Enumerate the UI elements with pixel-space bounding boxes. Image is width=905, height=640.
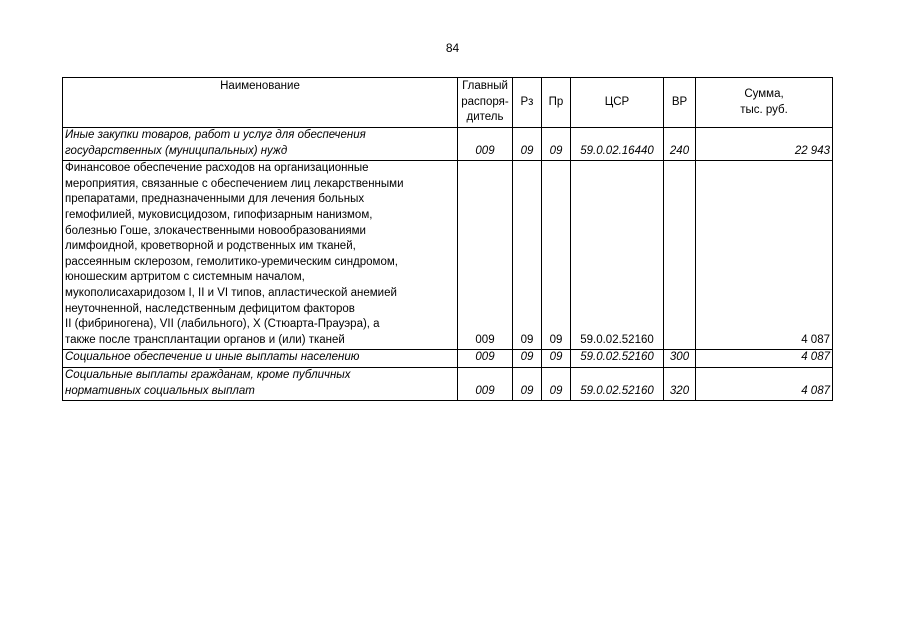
cell-csr: 59.0.02.52160 <box>571 350 664 368</box>
cell-name-line: гемофилией, муковисцидозом, гипофизарным нанизмом, <box>65 208 373 221</box>
cell-name-line: мукополисахаридозом I, II и VI типов, апластической анемией <box>65 286 397 299</box>
table-row <box>63 350 833 368</box>
cell-rz: 09 <box>513 128 542 161</box>
cell-vr <box>664 161 696 350</box>
cell-name-line: Социальные выплаты гражданам, кроме публичных <box>65 368 351 381</box>
header-vr: ВР <box>664 78 696 128</box>
cell-name-line: неуточненной, наследственным дефицитом факторов <box>65 302 355 315</box>
cell-name-line: лимфоидной, кроветворной и родственных им тканей, <box>65 240 356 253</box>
table-row <box>63 128 833 161</box>
cell-sum: 4 087 <box>696 161 833 350</box>
header-sum-line: тыс. руб. <box>740 103 788 116</box>
cell-name-line: болезнью Гоше, злокачественными новообразованиями <box>65 224 366 237</box>
table-row <box>63 367 833 400</box>
cell-rz: 09 <box>513 350 542 368</box>
cell-name <box>63 367 458 400</box>
cell-pr: 09 <box>542 350 571 368</box>
cell-name <box>63 128 458 161</box>
cell-vr: 300 <box>664 350 696 368</box>
header-sum-line: Сумма, <box>744 87 784 100</box>
cell-pr: 09 <box>542 161 571 350</box>
cell-name <box>63 161 458 350</box>
header-name: Наименование <box>63 78 458 128</box>
cell-rz: 09 <box>513 161 542 350</box>
header-rz: Рз <box>513 78 542 128</box>
header-pr: Пр <box>542 78 571 128</box>
cell-main-manager: 009 <box>458 161 513 350</box>
cell-name-line: Иные закупки товаров, работ и услуг для обеспечения <box>65 129 366 141</box>
budget-table <box>62 77 833 401</box>
cell-name-line: нормативных социальных выплат <box>65 384 255 397</box>
cell-name-line: также после трансплантации органов и (или) тканей <box>65 333 345 346</box>
cell-name-line: государственных (муниципальных) нужд <box>65 144 288 157</box>
cell-csr: 59.0.02.16440 <box>571 128 664 161</box>
cell-main-manager: 009 <box>458 350 513 368</box>
cell-sum: 22 943 <box>696 128 833 161</box>
cell-sum: 4 087 <box>696 367 833 400</box>
header-csr: ЦСР <box>571 78 664 128</box>
header-gr-line: дитель <box>466 111 504 124</box>
cell-pr: 09 <box>542 367 571 400</box>
cell-vr: 320 <box>664 367 696 400</box>
cell-csr: 59.0.02.52160 <box>571 161 664 350</box>
cell-csr: 59.0.02.52160 <box>571 367 664 400</box>
cell-main-manager: 009 <box>458 367 513 400</box>
cell-name-line: препаратами, предназначенными для лечения больных <box>65 193 365 206</box>
cell-name-line: II (фибриногена), VII (лабильного), X (Стюарта-Прауэра), а <box>65 318 380 331</box>
cell-pr: 09 <box>542 128 571 161</box>
cell-name-line: Финансовое обеспечение расходов на организационные <box>65 162 369 175</box>
cell-name-line: юношеским артритом с системным началом, <box>65 271 305 284</box>
cell-name <box>63 350 458 368</box>
cell-name-line: рассеянным склерозом, гемолитико-уремическим синдромом, <box>65 255 398 268</box>
table-header-row <box>63 78 833 128</box>
header-gr-line: Главный <box>462 80 508 93</box>
cell-sum: 4 087 <box>696 350 833 368</box>
header-main-manager <box>458 78 513 128</box>
page-number: 84 <box>445 41 460 55</box>
cell-name-line: мероприятия, связанные с обеспечением лиц лекарственными <box>65 177 404 190</box>
cell-name-line: Социальное обеспечение и иные выплаты населению <box>65 351 360 364</box>
cell-rz: 09 <box>513 367 542 400</box>
cell-vr: 240 <box>664 128 696 161</box>
table-body <box>63 128 833 401</box>
cell-main-manager: 009 <box>458 128 513 161</box>
table-row <box>63 161 833 350</box>
header-gr-line: распоря- <box>461 95 509 108</box>
header-sum <box>696 78 833 128</box>
